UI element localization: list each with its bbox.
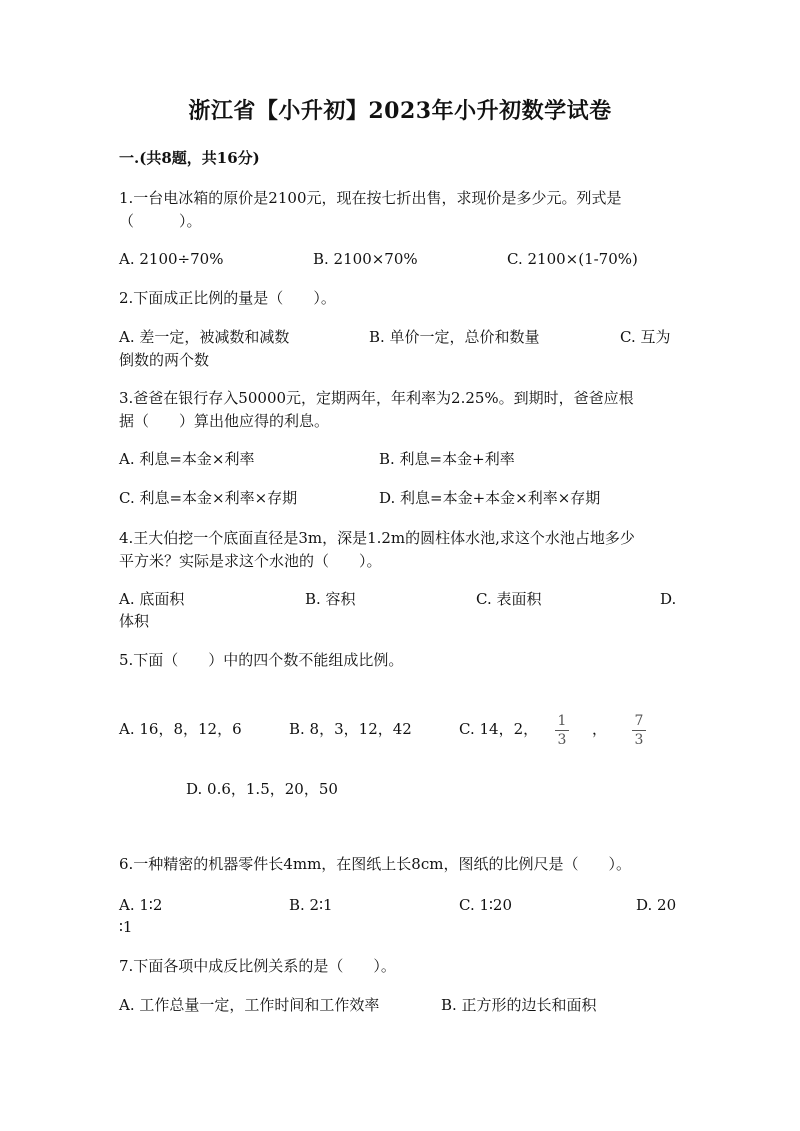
question-5-option-c: C. 14，2，: [459, 720, 539, 738]
question-1-stem-line-1: 1.一台电冰箱的原价是2100元，现在按七折出售，求现价是多少元。列式是: [119, 189, 622, 207]
fraction-denominator: 3: [557, 732, 567, 748]
question-1-option-b: B. 2100×70%: [313, 250, 418, 268]
question-2-option-a: A. 差一定，被减数和减数: [119, 328, 290, 346]
question-6-stem: 6.一种精密的机器零件长4mm，在图纸上长8cm，图纸的比例尺是（ ）。: [119, 855, 631, 873]
question-2-option-b: B. 单价一定，总价和数量: [369, 328, 540, 346]
fraction-numerator: 1: [557, 713, 567, 729]
question-3-stem-line-2: 据（ ）算出他应得的利息。: [119, 412, 330, 430]
question-4-stem-line-1: 4.王大伯挖一个底面直径是3m，深是1.2m的圆柱体水池,求这个水池占地多少: [119, 529, 635, 547]
question-7-option-a: A. 工作总量一定，工作时间和工作效率: [119, 996, 380, 1014]
question-5-option-d: D. 0.6，1.5，20，50: [186, 780, 338, 798]
question-5-stem: 5.下面（ ）中的四个数不能组成比例。: [119, 651, 404, 669]
fraction-numerator: 7: [634, 713, 644, 729]
question-7-option-b: B. 正方形的边长和面积: [441, 996, 597, 1014]
question-4-option-d: D.: [660, 590, 677, 608]
question-6-option-b: B. 2∶1: [289, 896, 333, 914]
question-5-option-b: B. 8，3，12，42: [289, 720, 412, 738]
fraction-bar: [555, 730, 569, 731]
question-5-option-c-comma: ，: [592, 720, 608, 738]
question-5-option-a: A. 16，8，12，6: [119, 720, 242, 738]
question-2-option-c: C. 互为: [620, 328, 671, 346]
question-4-option-d-continued: 体积: [119, 612, 150, 630]
question-3-option-d: D. 利息=本金+本金×利率×存期: [379, 489, 601, 507]
question-4-option-b: B. 容积: [305, 590, 356, 608]
exam-title: 浙江省【小升初】2023年小升初数学试卷: [188, 98, 612, 124]
question-4-option-a: A. 底面积: [119, 590, 185, 608]
question-1-option-a: A. 2100÷70%: [119, 250, 224, 268]
question-3-option-b: B. 利息=本金+利率: [379, 450, 515, 468]
question-1-option-c: C. 2100×(1-70%): [507, 250, 638, 268]
fraction-denominator: 3: [634, 732, 644, 748]
question-4-stem-line-2: 平方米？实际是求这个水池的（ ）。: [119, 552, 382, 570]
section-header: 一.(共8题，共16分): [119, 149, 260, 167]
question-6-option-d-continued: ∶1: [119, 918, 133, 936]
question-1-stem-line-2: （ ）。: [119, 212, 202, 230]
question-6-option-c: C. 1∶20: [459, 896, 513, 914]
question-6-option-a: A. 1∶2: [119, 896, 163, 914]
question-2-stem: 2.下面成正比例的量是（ ）。: [119, 289, 336, 307]
question-3-stem-line-1: 3.爸爸在银行存入50000元，定期两年，年利率为2.25%。到期时，爸爸应根: [119, 389, 634, 407]
question-7-stem: 7.下面各项中成反比例关系的是（ ）。: [119, 957, 396, 975]
fraction-one-third: [553, 713, 571, 748]
question-2-option-c-continued: 倒数的两个数: [119, 351, 210, 369]
question-4-option-c: C. 表面积: [476, 590, 542, 608]
question-3-option-c: C. 利息=本金×利率×存期: [119, 489, 298, 507]
question-3-option-a: A. 利息=本金×利率: [119, 450, 255, 468]
question-6-option-d: D. 20: [636, 896, 677, 914]
fraction-seven-thirds: [630, 713, 648, 748]
fraction-bar: [632, 730, 646, 731]
